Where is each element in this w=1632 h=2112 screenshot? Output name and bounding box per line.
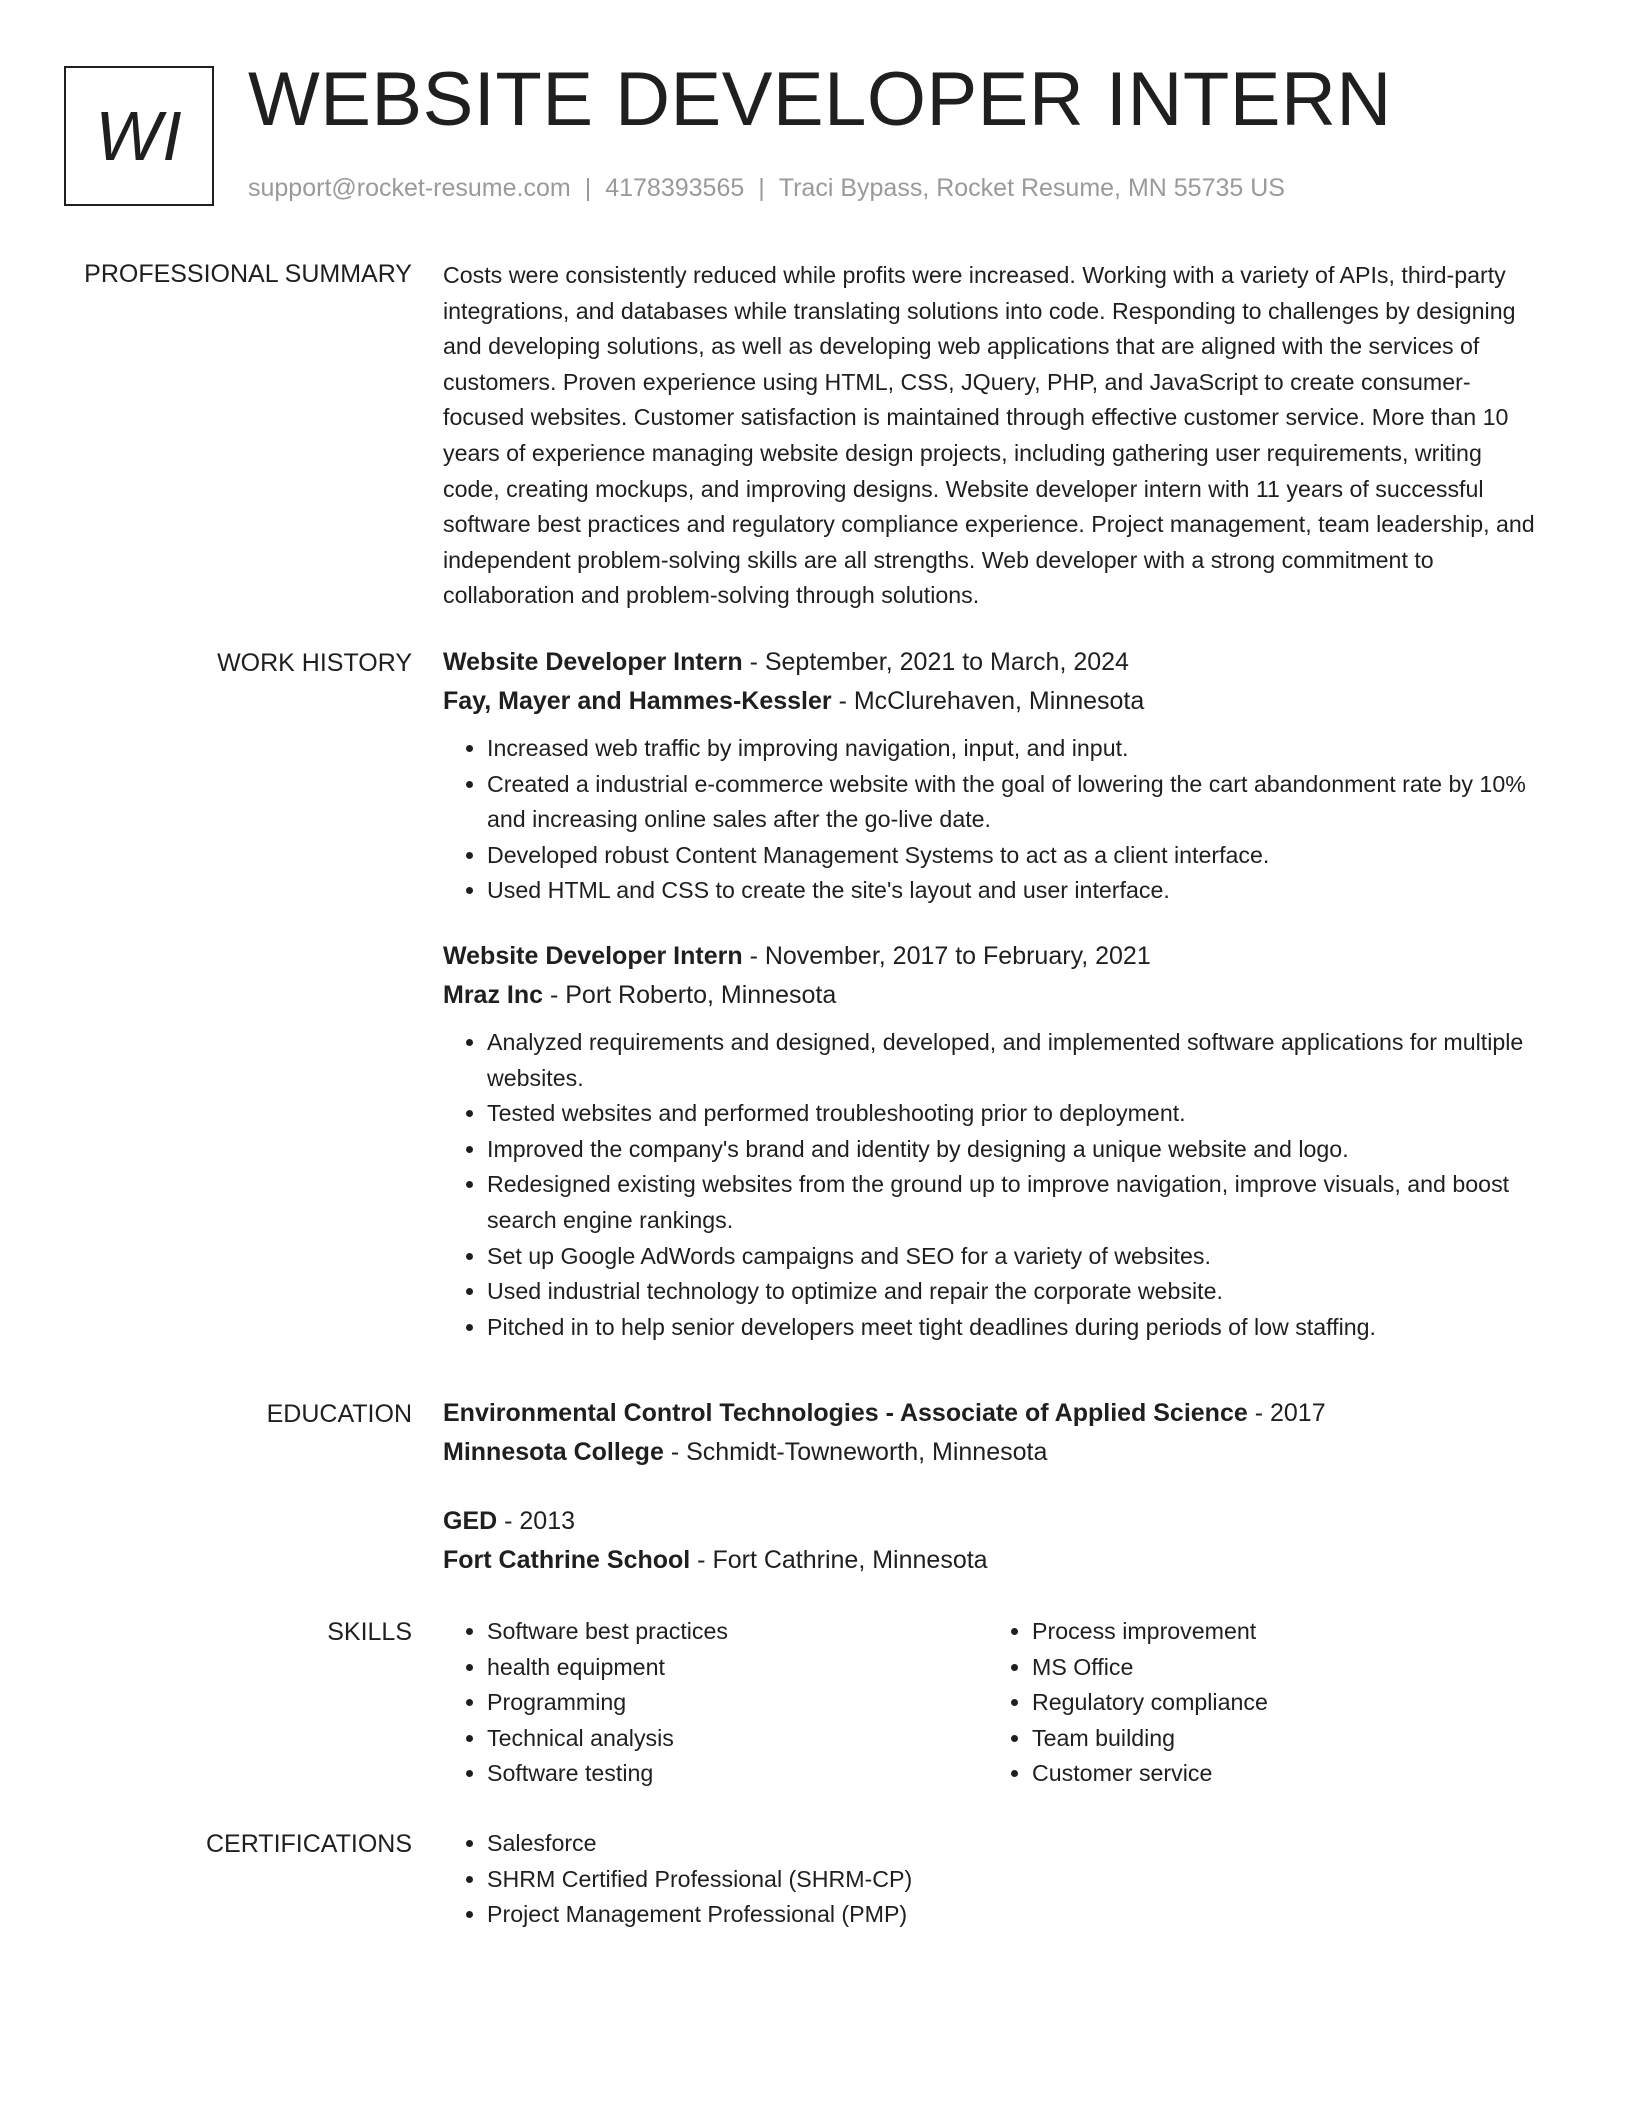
skill-item: • Team building bbox=[1032, 1721, 1533, 1757]
section-label-education: EDUCATION bbox=[266, 1400, 412, 1428]
skill-item: • MS Office bbox=[1032, 1650, 1533, 1686]
degree: GED bbox=[443, 1507, 498, 1535]
education-school-line bbox=[443, 1541, 1543, 1580]
monogram-logo: WI bbox=[64, 66, 214, 206]
job-title: Website Developer Intern bbox=[443, 648, 743, 676]
separator: | bbox=[758, 174, 765, 202]
job-title: Website Developer Intern bbox=[443, 941, 743, 970]
list-item: • Developed robust Content Management Systems to act as a client interface. bbox=[487, 838, 1543, 874]
skills-list bbox=[988, 1614, 1533, 1792]
job-location: - McClurehaven, Minnesota bbox=[831, 687, 1145, 715]
job-dates: - November, 2017 to February, 2021 bbox=[742, 941, 1151, 970]
school-location: - Schmidt-Towneworth, Minnesota bbox=[663, 1438, 1048, 1466]
education-school-line bbox=[443, 1433, 1543, 1472]
job-location: - Port Roberto, Minnesota bbox=[543, 980, 837, 1009]
list-item: • Increased web traffic by improving navigation, input, and input. bbox=[487, 731, 1543, 767]
degree: Environmental Control Technologies - Associate of Applied Science bbox=[443, 1399, 1248, 1427]
list-item: • Analyzed requirements and designed, developed, and implemented software applications for multiple websites. bbox=[487, 1025, 1543, 1096]
certification-item: • Project Management Professional (PMP) bbox=[487, 1897, 1543, 1933]
school: Fort Cathrine School bbox=[443, 1546, 691, 1574]
skill-item: • Software testing bbox=[487, 1756, 988, 1792]
contact-line bbox=[248, 172, 1285, 204]
school-location: - Fort Cathrine, Minnesota bbox=[690, 1546, 988, 1574]
job-heading bbox=[443, 643, 1543, 682]
list-item: • Improved the company's brand and identity by designing a unique website and logo. bbox=[487, 1132, 1543, 1168]
education-heading bbox=[443, 1502, 1543, 1541]
school: Minnesota College bbox=[443, 1438, 664, 1466]
education-entry bbox=[443, 1394, 1543, 1472]
skill-item: • health equipment bbox=[487, 1650, 988, 1686]
skills-columns bbox=[443, 1614, 1543, 1792]
job-company-line bbox=[443, 682, 1543, 721]
education-heading bbox=[443, 1394, 1543, 1433]
section-label-summary: PROFESSIONAL SUMMARY bbox=[84, 260, 412, 288]
section-label-certifications: CERTIFICATIONS bbox=[205, 1830, 412, 1858]
skill-item: • Customer service bbox=[1032, 1756, 1533, 1792]
skill-item: • Software best practices bbox=[487, 1614, 988, 1650]
phone[interactable]: 4178393565 bbox=[605, 174, 745, 202]
education-entry bbox=[443, 1502, 1543, 1580]
job-company: Fay, Mayer and Hammes-Kessler bbox=[443, 687, 832, 715]
job-company-line bbox=[443, 976, 1543, 1015]
resume-title: WEBSITE DEVELOPER INTERN bbox=[248, 57, 1392, 142]
address: Traci Bypass, Rocket Resume, MN 55735 US bbox=[778, 174, 1285, 202]
list-item: • Used HTML and CSS to create the site's layout and user interface. bbox=[487, 873, 1543, 909]
job-entry bbox=[443, 937, 1543, 1345]
list-item: • Used industrial technology to optimize and repair the corporate website. bbox=[487, 1274, 1543, 1310]
section-label-work: WORK HISTORY bbox=[217, 649, 412, 677]
graduation-year: - 2017 bbox=[1247, 1399, 1326, 1427]
job-entry bbox=[443, 643, 1543, 909]
job-company: Mraz Inc bbox=[443, 980, 544, 1009]
separator: | bbox=[584, 174, 592, 202]
certification-item: • Salesforce bbox=[487, 1826, 1543, 1862]
skill-item: • Regulatory compliance bbox=[1032, 1685, 1533, 1721]
skill-item: • Technical analysis bbox=[487, 1721, 988, 1757]
skills-column-right bbox=[988, 1614, 1533, 1792]
job-heading bbox=[443, 937, 1543, 976]
list-item: • Pitched in to help senior developers meet tight deadlines during periods of low staffing. bbox=[487, 1310, 1543, 1346]
summary-text: Costs were consistently reduced while profits were increased. Working with a variety of APIs, third-party integrations, and databases while translating solutions into code. Responding to challenges by designing and developing solutions, as well as developing web applications that are aligned with the services of customers. Proven experience using HTML, CSS, JQuery, PHP, and JavaScript to create consumer-focused websites. Customer satisfaction is maintained through effective customer service. More than 10 years of experience managing website design projects, including gathering user requirements, writing code, creating mockups, and improving designs. Website developer intern with 11 years of successful software best practices and regulatory compliance experience. Project management, team leadership, and independent problem-solving skills are all strengths. Web developer with a strong commitment to collaboration and problem-solving through solutions. bbox=[443, 262, 1535, 609]
skills-column-left bbox=[443, 1614, 988, 1792]
certifications-list bbox=[443, 1826, 1543, 1933]
job-bullets bbox=[443, 731, 1543, 909]
skills-list bbox=[443, 1614, 988, 1792]
list-item: • Redesigned existing websites from the ground up to improve navigation, improve visuals, and boost search engine rankings. bbox=[487, 1167, 1543, 1238]
list-item: • Created a industrial e-commerce website with the goal of lowering the cart abandonment rate by 10% and increasing online sales after the go-live date. bbox=[487, 767, 1543, 838]
job-dates: - September, 2021 to March, 2024 bbox=[742, 648, 1129, 676]
section-label-skills: SKILLS bbox=[327, 1618, 412, 1646]
skill-item: • Programming bbox=[487, 1685, 988, 1721]
certification-item: • SHRM Certified Professional (SHRM-CP) bbox=[487, 1862, 1543, 1898]
email[interactable]: support@rocket-resume.com bbox=[248, 174, 571, 202]
list-item: • Tested websites and performed troubleshooting prior to deployment. bbox=[487, 1096, 1543, 1132]
graduation-year: - 2013 bbox=[497, 1507, 576, 1535]
skill-item: • Process improvement bbox=[1032, 1614, 1533, 1650]
job-bullets bbox=[443, 1025, 1543, 1345]
list-item: • Set up Google AdWords campaigns and SEO for a variety of websites. bbox=[487, 1239, 1543, 1275]
